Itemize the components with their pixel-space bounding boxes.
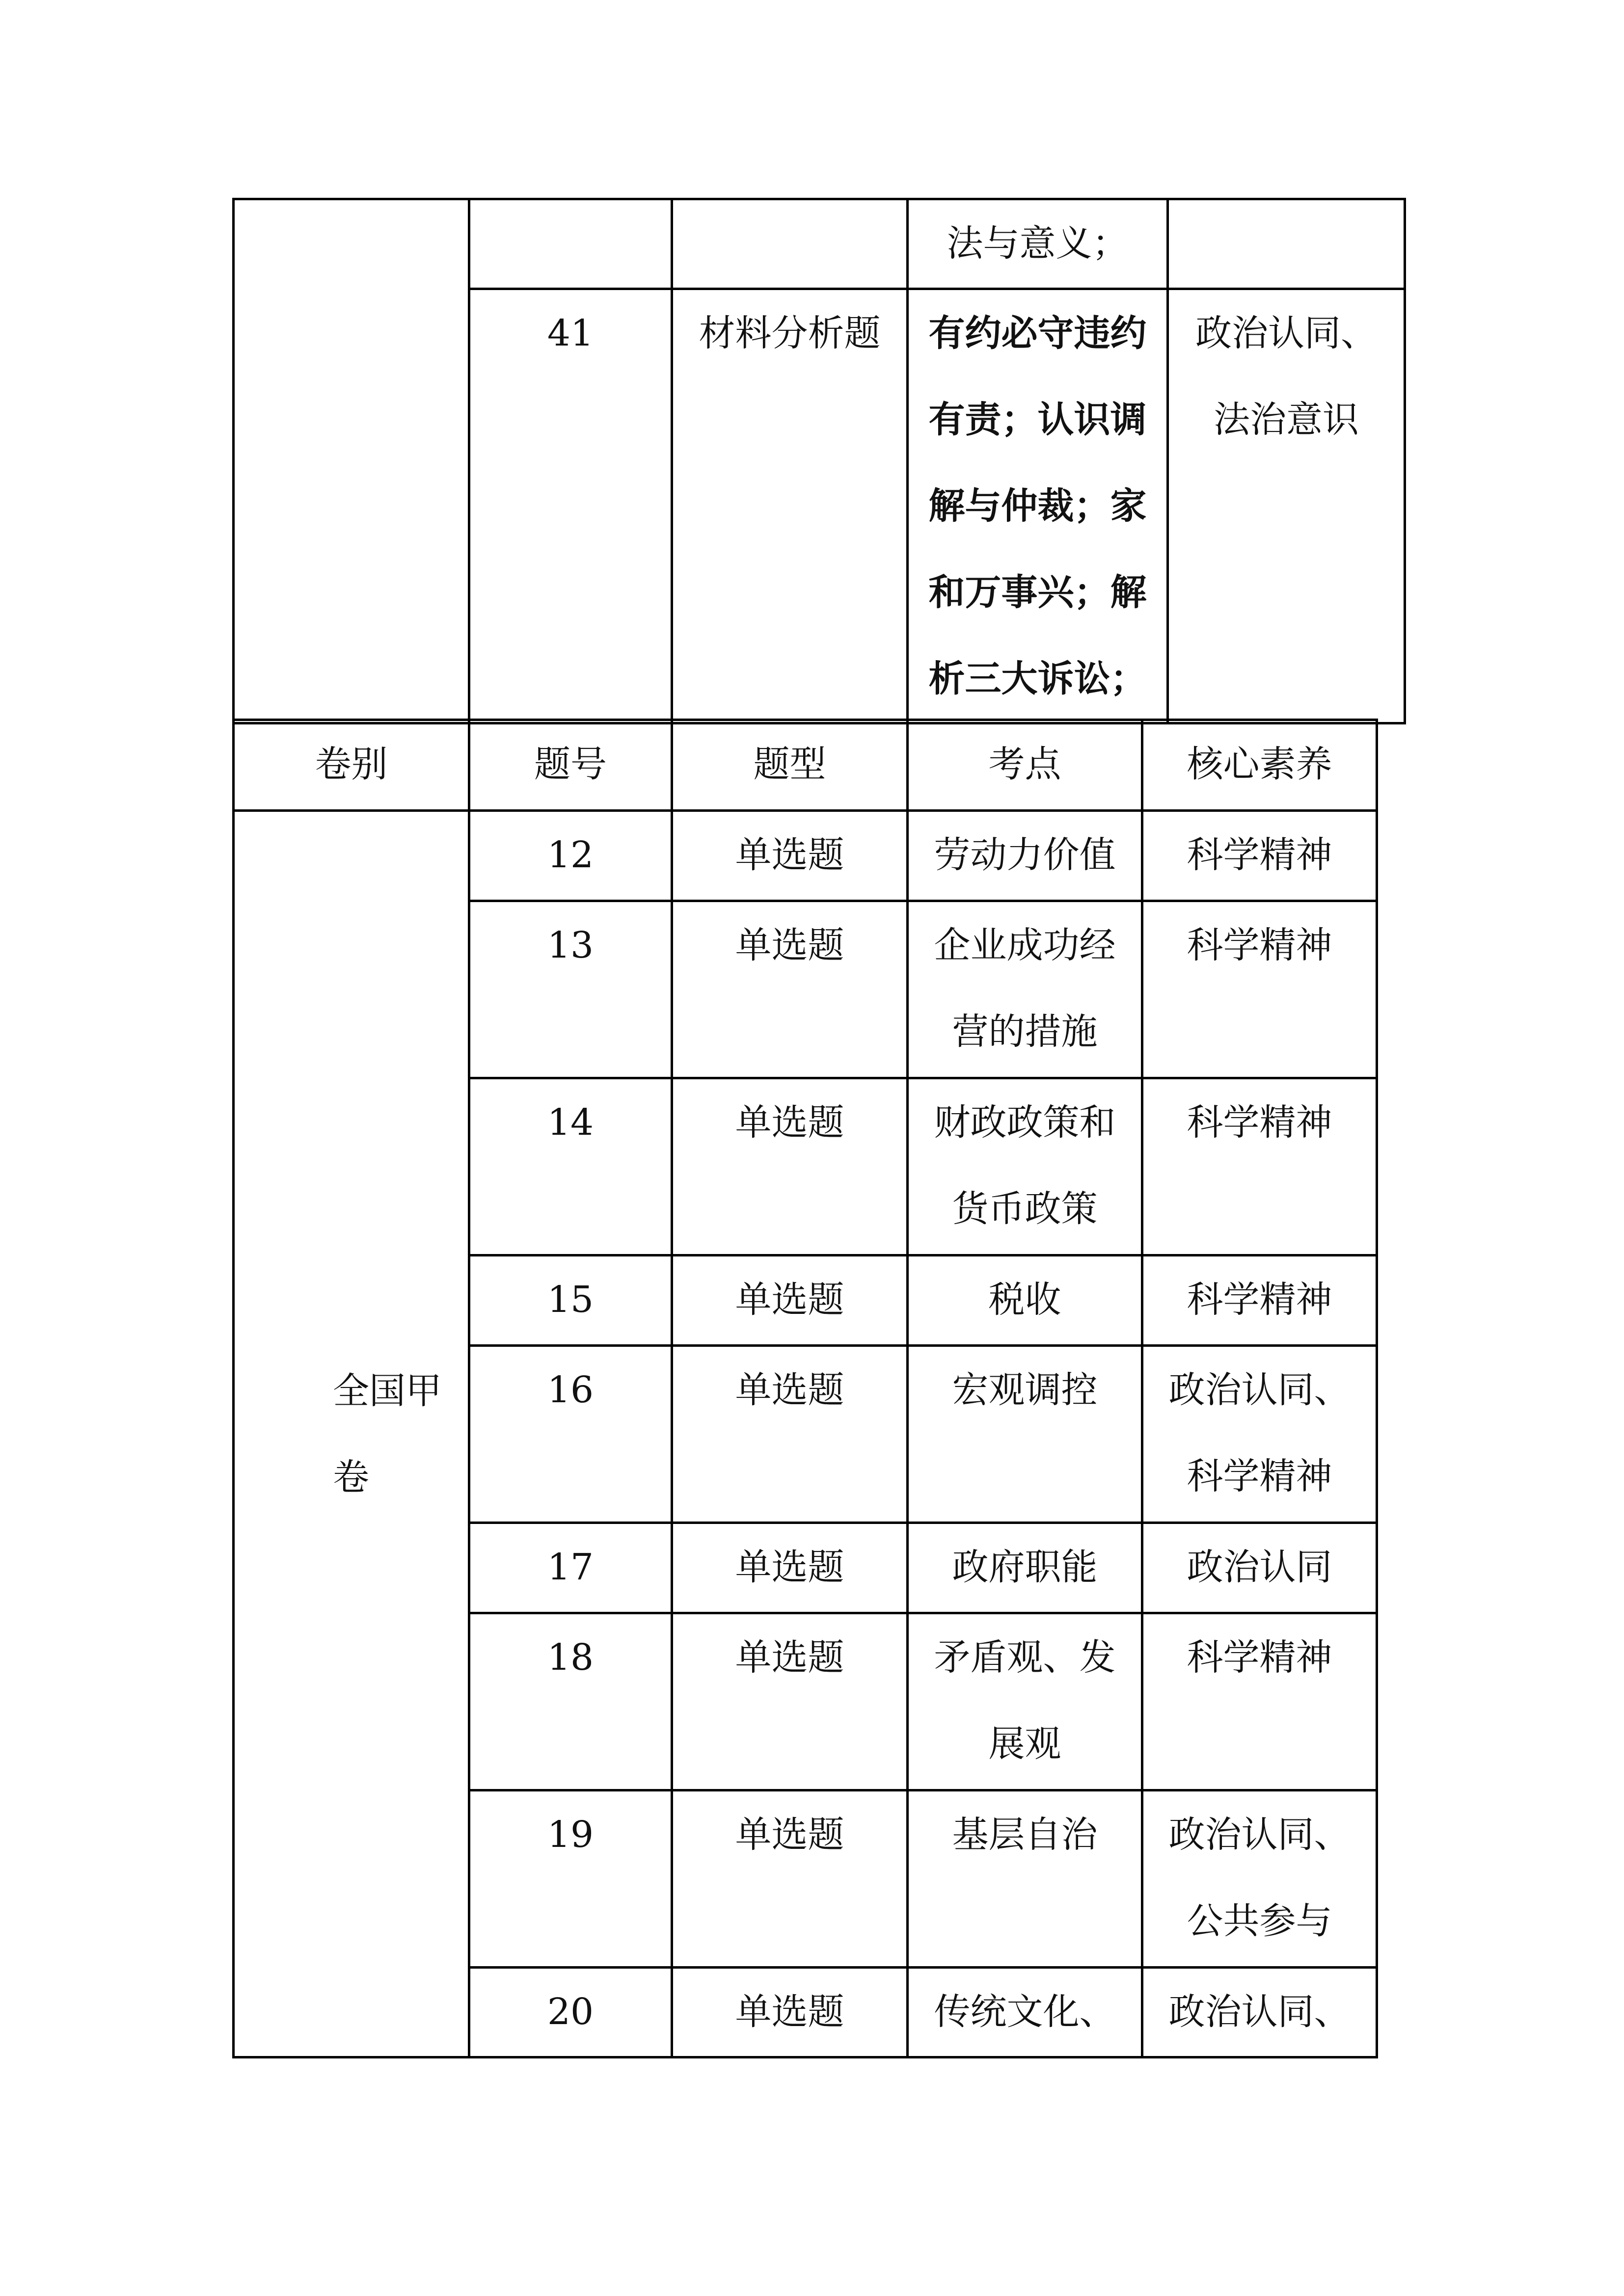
type-cell: 材料分析题 bbox=[672, 289, 908, 723]
num-cell: 18 bbox=[469, 1613, 672, 1790]
literacy-cell: 科学精神 bbox=[1142, 1078, 1377, 1255]
table-row bbox=[234, 199, 1405, 289]
top-table bbox=[232, 198, 1406, 724]
header-cell: 考点 bbox=[908, 720, 1142, 811]
literacy-cell: 科学精神 bbox=[1142, 811, 1377, 901]
header-cell: 卷别 bbox=[234, 720, 469, 811]
table-row bbox=[234, 811, 1377, 901]
num-cell: 16 bbox=[469, 1346, 672, 1523]
point-cell: 法与意义； bbox=[908, 199, 1168, 289]
num-cell: 41 bbox=[469, 289, 672, 723]
type-cell: 单选题 bbox=[672, 1790, 908, 1968]
point-cell: 政府职能 bbox=[908, 1523, 1142, 1613]
point-cell: 企业成功经营的措施 bbox=[908, 901, 1142, 1078]
point-cell: 财政政策和货币政策 bbox=[908, 1078, 1142, 1255]
volume-cell: 全国甲卷 bbox=[234, 811, 469, 2057]
type-cell: 单选题 bbox=[672, 1523, 908, 1613]
point-cell: 传统文化、 bbox=[908, 1968, 1142, 2057]
header-cell: 题型 bbox=[672, 720, 908, 811]
literacy-cell: 政治认同、 bbox=[1142, 1968, 1377, 2057]
num-cell: 14 bbox=[469, 1078, 672, 1255]
type-cell: 单选题 bbox=[672, 1613, 908, 1790]
literacy-cell: 政治认同 bbox=[1142, 1523, 1377, 1613]
num-cell: 17 bbox=[469, 1523, 672, 1613]
num-cell: 13 bbox=[469, 901, 672, 1078]
type-cell: 单选题 bbox=[672, 901, 908, 1078]
header-cell: 题号 bbox=[469, 720, 672, 811]
type-cell: 单选题 bbox=[672, 1078, 908, 1255]
header-row bbox=[234, 720, 1377, 811]
point-cell: 矛盾观、发展观 bbox=[908, 1613, 1142, 1790]
num-cell-empty bbox=[469, 199, 672, 289]
literacy-cell: 政治认同、公共参与 bbox=[1142, 1790, 1377, 1968]
num-cell: 12 bbox=[469, 811, 672, 901]
literacy-cell: 政治认同、法治意识 bbox=[1168, 289, 1405, 723]
point-cell: 劳动力价值 bbox=[908, 811, 1142, 901]
type-cell-empty bbox=[672, 199, 908, 289]
num-cell: 19 bbox=[469, 1790, 672, 1968]
literacy-cell: 政治认同、科学精神 bbox=[1142, 1346, 1377, 1523]
point-cell: 宏观调控 bbox=[908, 1346, 1142, 1523]
point-cell: 税收 bbox=[908, 1255, 1142, 1346]
type-cell: 单选题 bbox=[672, 1255, 908, 1346]
type-cell: 单选题 bbox=[672, 811, 908, 901]
num-cell: 20 bbox=[469, 1968, 672, 2057]
literacy-cell: 科学精神 bbox=[1142, 1255, 1377, 1346]
literacy-cell: 科学精神 bbox=[1142, 1613, 1377, 1790]
literacy-cell: 科学精神 bbox=[1142, 901, 1377, 1078]
literacy-cell-empty bbox=[1168, 199, 1405, 289]
main-table bbox=[232, 719, 1378, 2058]
point-cell: 有约必守违约有责；认识调解与仲裁；家和万事兴；解析三大诉讼； bbox=[908, 289, 1168, 723]
header-cell: 核心素养 bbox=[1142, 720, 1377, 811]
num-cell: 15 bbox=[469, 1255, 672, 1346]
type-cell: 单选题 bbox=[672, 1968, 908, 2057]
volume-cell-empty bbox=[234, 199, 469, 723]
type-cell: 单选题 bbox=[672, 1346, 908, 1523]
point-cell: 基层自治 bbox=[908, 1790, 1142, 1968]
